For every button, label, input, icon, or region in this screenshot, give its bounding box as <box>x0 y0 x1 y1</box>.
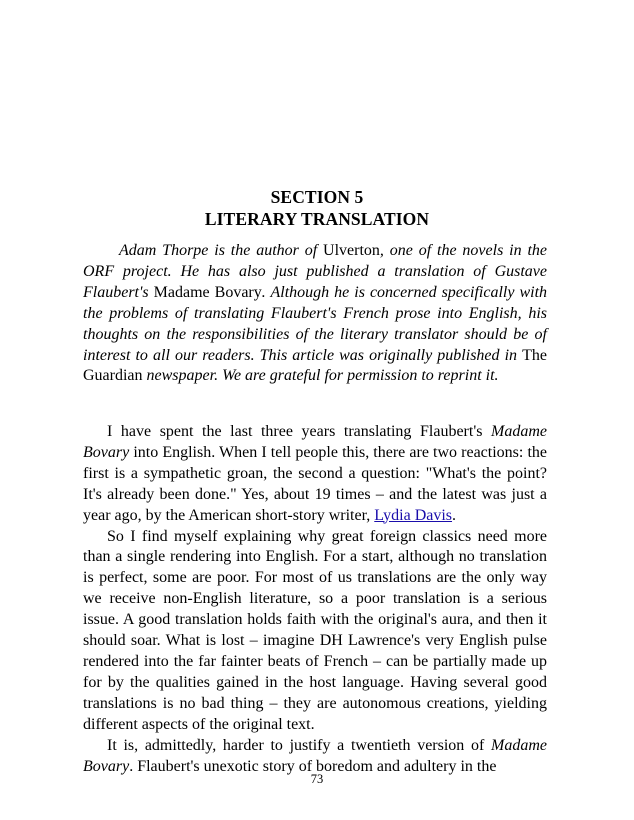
body-paragraph: It is, admittedly, harder to justify a twentieth version of Madame Bovary. Flaubert's unexotic story of boredom and adultery in the <box>83 736 547 775</box>
section-number: SECTION 5 <box>270 187 364 207</box>
intro-paragraph: Adam Thorpe is the author of Ulverton, one of the novels in the ORF project. He has also just published a translation of Gustave Flaubert's Madame Bovary. Although he is concerned specifically with the problems of translating Flaubert's French prose into English, his thoughts on the responsibilities of the literary translator should be of interest to all our readers. This article was originally published in The Guardian newspaper. We are grateful for permission to reprint it. <box>83 242 548 385</box>
article-body <box>83 422 547 777</box>
newspaper-name: The Guardian <box>83 346 547 385</box>
body-paragraph: I have spent the last three years translating Flaubert's Madame Bovary into English. When I tell people this, there are two reactions: the first is a sympathetic groan, the second a question: "What's the point? It's already been done." Yes, about 19 times – and the latest was just a year ago, by the American short-story writer, Lydia Davis. <box>83 423 547 524</box>
page-number: 73 <box>310 772 324 786</box>
lydia-davis-link[interactable]: Lydia Davis <box>374 506 453 524</box>
book-title-madame-bovary: Madame Bovary <box>153 283 262 301</box>
novel-title-ulverton: Ulverton <box>323 242 380 259</box>
section-title: LITERARY TRANSLATION <box>204 209 430 229</box>
body-paragraph: So I find myself explaining why great foreign classics need more than a single rendering into English. For a start, although no translation is perfect, some are poor. For most of us translations are the only way we receive non-English literature, so a poor translation is a serious issue. A good translation holds faith with the original's aura, and then it should soar. What is lost – imagine DH Lawrence's very English pulse rendered into the far fainter beats of French – can be partially made up for by the qualities gained in the host language. Having several good translations is no bad thing – they are autonomous creations, yielding different aspects of the original text. <box>83 527 547 733</box>
